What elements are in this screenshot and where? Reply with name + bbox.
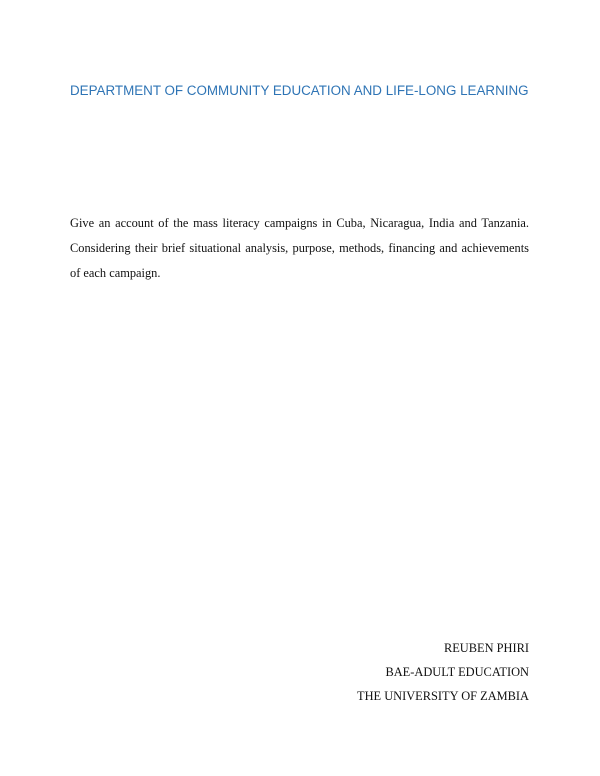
department-heading: DEPARTMENT OF COMMUNITY EDUCATION AND LIFE-LONG LEARNING [70,83,529,98]
author-name: REUBEN PHIRI [443,641,529,655]
author-institution: THE UNIVERSITY OF ZAMBIA [357,689,529,703]
author-program: BAE-ADULT EDUCATION [385,665,529,679]
assignment-question: Give an account of the mass literacy campaigns in Cuba, Nicaragua, India and Tanzania. Considering their brief situational analysis, purpose, methods, financing and achievements of each campaign. [70,216,529,280]
author-block [357,636,529,708]
